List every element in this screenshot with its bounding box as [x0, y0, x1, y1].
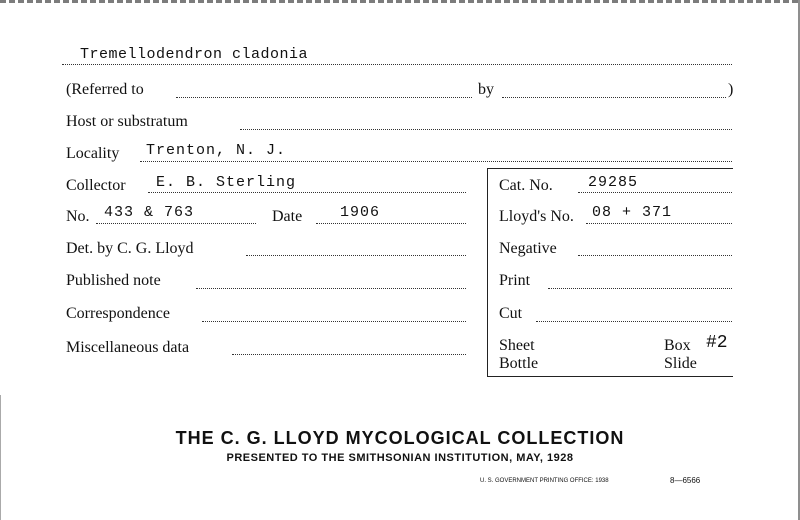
slide-label: Slide: [664, 355, 697, 372]
cat-no-line: [578, 192, 732, 193]
locality-label: Locality: [66, 145, 120, 162]
published-note-line: [196, 288, 466, 289]
lloyds-no-label: Lloyd's No.: [499, 208, 574, 225]
cat-no-value: 29285: [588, 174, 639, 191]
by-line: [502, 97, 726, 98]
correspondence-label: Correspondence: [66, 305, 170, 322]
box-label: Box: [664, 337, 691, 354]
no-label: No.: [66, 208, 90, 225]
det-by-label: Det. by C. G. Lloyd: [66, 240, 194, 257]
collector-label: Collector: [66, 177, 126, 194]
species-name-line: [62, 64, 732, 65]
no-value: 433 & 763: [104, 204, 195, 221]
referred-to-line: [176, 97, 472, 98]
correspondence-line: [202, 321, 466, 322]
lloyds-no-line: [586, 223, 732, 224]
catalog-box-top-border: [487, 168, 733, 169]
host-label: Host or substratum: [66, 113, 188, 130]
locality-line: [140, 161, 732, 162]
no-line: [96, 223, 256, 224]
sheet-label: Sheet: [499, 337, 535, 354]
date-line: [316, 223, 466, 224]
cat-no-label: Cat. No.: [499, 177, 553, 194]
box-value: #2: [706, 333, 728, 353]
collector-value: E. B. Sterling: [156, 174, 297, 191]
print-line: [548, 288, 732, 289]
date-value: 1906: [340, 204, 381, 221]
misc-data-label: Miscellaneous data: [66, 339, 190, 356]
cut-line: [536, 321, 732, 322]
published-note-label: Published note: [66, 272, 161, 289]
locality-value: Trenton, N. J.: [146, 142, 287, 159]
bottle-label: Bottle: [499, 355, 539, 372]
species-name: Tremellodendron cladonia: [80, 46, 309, 63]
host-line: [240, 129, 732, 130]
collection-title: THE C. G. LLOYD MYCOLOGICAL COLLECTION: [175, 428, 625, 448]
form-code: 8—6566: [670, 476, 701, 485]
cut-label: Cut: [499, 305, 523, 322]
collector-line: [148, 192, 466, 193]
negative-line: [578, 255, 732, 256]
catalog-box-left-border: [487, 168, 488, 376]
by-label: by: [478, 81, 494, 98]
collection-subtitle: PRESENTED TO THE SMITHSONIAN INSTITUTION, MAY, 1928: [226, 452, 574, 464]
card-top-edge: [0, 0, 800, 3]
referred-to-label: (Referred to: [66, 81, 144, 98]
negative-label: Negative: [499, 240, 557, 257]
catalog-box-bottom-border: [487, 376, 733, 377]
close-paren: ): [728, 81, 734, 98]
print-label: Print: [499, 272, 531, 289]
lloyds-no-value: 08 + 371: [592, 204, 673, 221]
det-by-line: [246, 255, 466, 256]
printing-office-note: U. S. GOVERNMENT PRINTING OFFICE: 1938: [480, 478, 609, 484]
date-label: Date: [272, 208, 303, 225]
misc-data-line: [232, 354, 466, 355]
